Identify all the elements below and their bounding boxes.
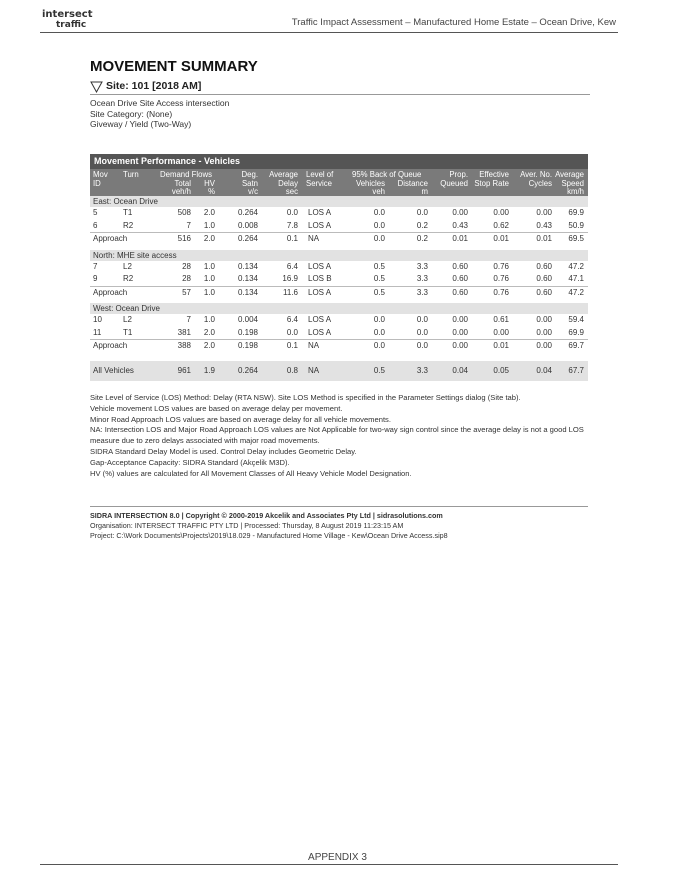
- footer-divider: [90, 506, 588, 507]
- approach-row: [90, 339, 588, 353]
- cell-vehicles: 0.0: [373, 220, 385, 230]
- cell-hv: 2.0: [203, 234, 215, 243]
- col-mov: Mov ID: [93, 170, 108, 188]
- note-delay-model: SIDRA Standard Delay Model is used. Control Delay includes Geometric Delay.: [90, 446, 357, 456]
- cell-hv: 1.0: [203, 274, 215, 283]
- bottom-rule: [40, 864, 618, 865]
- col-total: Total veh/h: [171, 178, 191, 196]
- cell-delay: 0.0: [286, 208, 298, 217]
- cell-vehicles: 0.0: [373, 341, 385, 350]
- cell-turn: R2: [123, 220, 134, 230]
- cell-speed: 59.4: [568, 315, 584, 324]
- cell-speed: 69.7: [568, 341, 584, 350]
- meta-intersection: Ocean Drive Site Access intersection: [90, 98, 230, 108]
- cell-distance: 0.0: [416, 341, 428, 350]
- cell-los: NA: [308, 341, 320, 350]
- cell-distance: 3.3: [416, 261, 428, 271]
- cell-vehicles: 0.0: [373, 234, 385, 243]
- appendix-label: APPENDIX 3: [308, 852, 367, 863]
- cell-deg-satn: 0.134: [237, 287, 258, 297]
- cell-total: 28: [182, 274, 191, 283]
- movement-performance-table: [90, 154, 588, 381]
- cell-mov: 6: [93, 220, 98, 230]
- col-deg-satn: Deg. Satn v/c: [241, 170, 258, 196]
- cell-stop-rate: 0.01: [493, 341, 509, 350]
- cell-deg-satn: 0.264: [237, 234, 258, 243]
- cell-stop-rate: 0.05: [493, 365, 509, 375]
- cell-prop-queued: 0.00: [452, 208, 468, 217]
- approach-row: [90, 286, 588, 300]
- cell-deg-satn: 0.198: [237, 327, 258, 337]
- cell-delay: 6.4: [286, 261, 298, 271]
- cell-hv: 1.0: [203, 287, 215, 297]
- approach-group-header: West: Ocean Drive: [90, 303, 588, 314]
- cell-mov: 10: [93, 315, 102, 324]
- cell-prop-queued: 0.00: [452, 327, 468, 337]
- cell-delay: 0.1: [286, 341, 298, 350]
- all-vehicles-row: [90, 361, 588, 381]
- cell-los: LOS A: [308, 315, 332, 324]
- cell-delay: 0.0: [286, 327, 298, 337]
- cell-los: LOS A: [308, 261, 332, 271]
- footer-organisation: Organisation: INTERSECT TRAFFIC PTY LTD | Processed: Thursday, 8 August 2019 11:23:15 AM: [90, 521, 404, 530]
- table-row: [90, 327, 588, 340]
- note-los-method: Site Level of Service (LOS) Method: Delay (RTA NSW). Site LOS Method is specified in the Parameter Settings dialog (Site tab).: [90, 393, 521, 402]
- cell-distance: 3.3: [416, 274, 428, 283]
- footer-copyright: SIDRA INTERSECTION 8.0 | Copyright © 2000-2019 Akcelik and Associates Pty Ltd | sidrasolutions.com: [90, 511, 443, 520]
- cell-hv: 1.0: [203, 261, 215, 271]
- cell-hv: 1.9: [203, 365, 215, 375]
- cell-hv: 2.0: [203, 327, 215, 337]
- site-label: Site: 101 [2018 AM]: [106, 80, 202, 92]
- cell-cycles: 0.01: [536, 234, 552, 243]
- col-vehicles: Vehicles veh: [355, 178, 385, 196]
- cell-total: 961: [177, 365, 191, 375]
- cell-delay: 0.1: [286, 234, 298, 243]
- cell-delay: 0.8: [286, 365, 298, 375]
- note-vehicle-los: Vehicle movement LOS values are based on average delay per movement.: [90, 403, 343, 413]
- cell-los: NA: [308, 234, 320, 243]
- col-demand: Demand Flows: [160, 170, 212, 179]
- cell-deg-satn: 0.264: [237, 365, 258, 375]
- meta-category: Site Category: (None): [90, 108, 173, 119]
- page-header: [40, 10, 618, 33]
- cell-stop-rate: 0.01: [493, 234, 509, 243]
- cell-cycles: 0.04: [536, 365, 552, 375]
- table-row: [90, 273, 588, 286]
- cell-distance: 0.0: [416, 208, 428, 217]
- cell-turn: T1: [123, 208, 133, 217]
- cell-distance: 0.2: [416, 220, 428, 230]
- cell-stop-rate: 0.76: [493, 287, 509, 297]
- cell-stop-rate: 0.00: [493, 327, 509, 337]
- cell-stop-rate: 0.76: [493, 274, 509, 283]
- cell-speed: 50.9: [568, 220, 584, 230]
- cell-mov: Approach: [93, 287, 128, 297]
- cell-cycles: 0.60: [536, 287, 552, 297]
- cell-mov: 5: [93, 208, 98, 217]
- cell-distance: 3.3: [416, 287, 428, 297]
- cell-distance: 3.3: [416, 365, 428, 375]
- cell-mov: 11: [93, 327, 102, 337]
- table-row: [90, 314, 588, 327]
- col-speed: Average Speed km/h: [555, 170, 584, 196]
- cell-cycles: 0.00: [536, 341, 552, 350]
- cell-prop-queued: 0.60: [452, 274, 468, 283]
- intersect-traffic-logo: [42, 10, 92, 30]
- cell-turn: L2: [123, 261, 132, 271]
- table-body: [90, 196, 588, 381]
- col-los: Level of Service: [306, 170, 334, 188]
- cell-vehicles: 0.5: [373, 287, 385, 297]
- col-effective-stop-rate: Effective Stop Rate: [474, 170, 509, 188]
- cell-los: LOS B: [308, 274, 332, 283]
- cell-prop-queued: 0.60: [452, 261, 468, 271]
- table-row: [90, 207, 588, 220]
- cell-vehicles: 0.0: [373, 327, 385, 337]
- cell-prop-queued: 0.43: [452, 220, 468, 230]
- cell-speed: 47.2: [568, 261, 584, 271]
- footer-project: Project: C:\Work Documents\Projects\2019\18.029 - Manufactured Home Village - Kew\Ocean Drive Access.sip8: [90, 531, 448, 540]
- col-hv: HV %: [204, 178, 215, 196]
- cell-vehicles: 0.0: [373, 315, 385, 324]
- cell-speed: 69.5: [568, 234, 584, 243]
- cell-cycles: 0.60: [536, 261, 552, 271]
- note-gap-acceptance: Gap-Acceptance Capacity: SIDRA Standard (Akçelik M3D).: [90, 457, 290, 467]
- cell-mov: 9: [93, 274, 98, 283]
- cell-los: LOS A: [308, 220, 332, 230]
- header-title: Traffic Impact Assessment – Manufactured Home Estate – Ocean Drive, Kew: [291, 17, 616, 28]
- cell-cycles: 0.60: [536, 274, 552, 283]
- note-minor-road: Minor Road Approach LOS values are based on average delay for all vehicle movements.: [90, 414, 391, 424]
- cell-turn: T1: [123, 327, 133, 337]
- cell-deg-satn: 0.134: [237, 274, 258, 283]
- cell-speed: 69.9: [568, 327, 584, 337]
- cell-total: 7: [186, 315, 191, 324]
- cell-speed: 47.1: [568, 274, 584, 283]
- site-meta: [90, 98, 229, 130]
- page-title: MOVEMENT SUMMARY: [90, 58, 258, 75]
- cell-los: NA: [308, 365, 320, 375]
- cell-stop-rate: 0.00: [493, 208, 509, 217]
- yield-triangle-icon: [90, 81, 103, 93]
- cell-stop-rate: 0.76: [493, 261, 509, 271]
- cell-distance: 0.2: [416, 234, 428, 243]
- cell-hv: 1.0: [203, 220, 215, 230]
- cell-total: 516: [177, 234, 191, 243]
- logo-line1: intersect: [42, 9, 93, 20]
- cell-distance: 0.0: [416, 327, 428, 337]
- cell-speed: 69.9: [568, 208, 584, 217]
- note-na: NA: Intersection LOS and Major Road Approach LOS values are Not Applicable for two-way sign control since the average delay is not a good LOS measure due to zero delays associated with major road movements.: [90, 425, 584, 446]
- cell-cycles: 0.00: [536, 208, 552, 217]
- cell-prop-queued: 0.00: [452, 315, 468, 324]
- table-header: [90, 169, 588, 196]
- col-cycles: Aver. No. Cycles: [520, 170, 552, 188]
- cell-speed: 47.2: [568, 287, 584, 297]
- cell-turn: R2: [123, 274, 134, 283]
- cell-deg-satn: 0.134: [237, 261, 258, 271]
- cell-total: 381: [177, 327, 191, 337]
- cell-hv: 2.0: [203, 341, 215, 350]
- cell-cycles: 0.00: [536, 327, 552, 337]
- cell-prop-queued: 0.01: [452, 234, 468, 243]
- site-line: [90, 80, 590, 95]
- cell-turn: L2: [123, 315, 132, 324]
- cell-total: 7: [186, 220, 191, 230]
- cell-prop-queued: 0.00: [452, 341, 468, 350]
- cell-delay: 7.8: [286, 220, 298, 230]
- col-queue: 95% Back of Queue: [352, 170, 422, 179]
- table-title: Movement Performance - Vehicles: [90, 154, 588, 169]
- cell-speed: 67.7: [568, 365, 584, 375]
- cell-distance: 0.0: [416, 315, 428, 324]
- cell-stop-rate: 0.62: [493, 220, 509, 230]
- cell-vehicles: 0.5: [373, 365, 385, 375]
- cell-cycles: 0.43: [536, 220, 552, 230]
- cell-total: 388: [177, 341, 191, 350]
- cell-mov: Approach: [93, 234, 128, 243]
- col-turn: Turn: [123, 170, 139, 179]
- cell-mov: All Vehicles: [93, 365, 134, 375]
- meta-control: Giveway / Yield (Two-Way): [90, 119, 192, 129]
- cell-total: 28: [182, 261, 191, 271]
- col-delay: Average Delay sec: [269, 170, 298, 196]
- cell-los: LOS A: [308, 208, 332, 217]
- cell-deg-satn: 0.004: [237, 315, 258, 324]
- cell-vehicles: 0.5: [373, 261, 385, 271]
- cell-delay: 6.4: [286, 315, 298, 324]
- cell-mov: Approach: [93, 341, 128, 350]
- approach-group-header: North: MHE site access: [90, 250, 588, 261]
- note-hv: HV (%) values are calculated for All Movement Classes of All Heavy Vehicle Model Designation.: [90, 468, 412, 478]
- cell-delay: 16.9: [282, 274, 298, 283]
- notes: [90, 393, 590, 479]
- col-prop-queued: Prop. Queued: [440, 170, 468, 188]
- cell-total: 57: [182, 287, 191, 297]
- cell-mov: 7: [93, 261, 98, 271]
- cell-hv: 1.0: [203, 315, 215, 324]
- logo-line2: traffic: [56, 20, 87, 30]
- cell-prop-queued: 0.04: [452, 365, 468, 375]
- cell-hv: 2.0: [203, 208, 215, 217]
- approach-row: [90, 232, 588, 246]
- software-footer: [90, 511, 590, 541]
- cell-delay: 11.6: [283, 287, 298, 297]
- table-row: [90, 220, 588, 233]
- cell-prop-queued: 0.60: [452, 287, 468, 297]
- approach-group-header: East: Ocean Drive: [90, 196, 588, 207]
- cell-deg-satn: 0.198: [237, 341, 258, 350]
- cell-deg-satn: 0.008: [237, 220, 258, 230]
- cell-vehicles: 0.0: [373, 208, 385, 217]
- table-row: [90, 261, 588, 274]
- cell-stop-rate: 0.61: [493, 315, 509, 324]
- cell-total: 508: [177, 208, 191, 217]
- col-distance: Distance m: [397, 178, 428, 196]
- cell-los: LOS A: [308, 327, 332, 337]
- cell-cycles: 0.00: [536, 315, 552, 324]
- cell-los: LOS A: [308, 287, 332, 297]
- cell-vehicles: 0.5: [373, 274, 385, 283]
- cell-deg-satn: 0.264: [237, 208, 258, 217]
